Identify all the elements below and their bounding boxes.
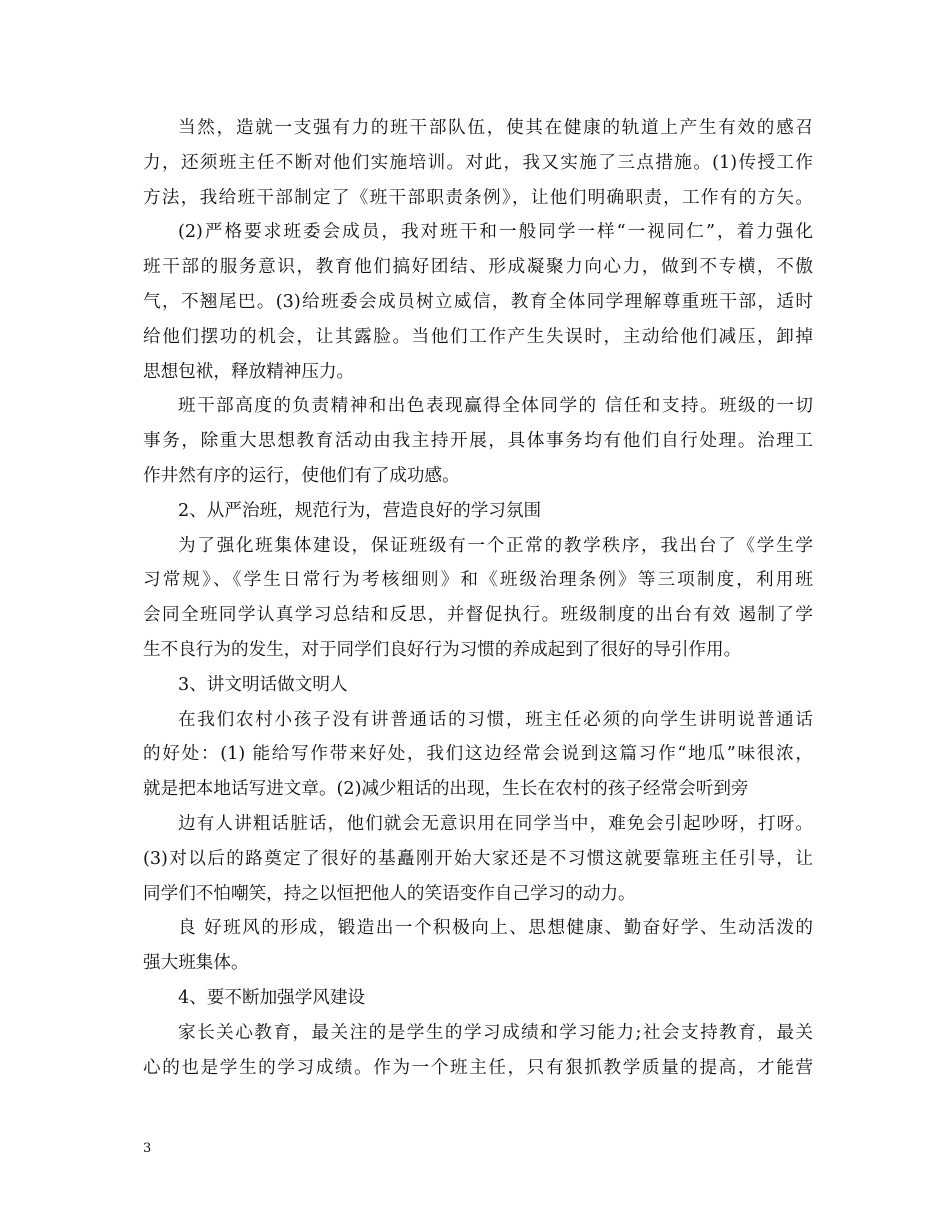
text-line: 心的也是学生的学习成绩。作为一个班主任，只有狠抓教学质量的提高，才能营 [143, 1057, 813, 1078]
text-line: 当然，造就一支强有力的班干部队伍，使其在健康的轨道上产生有效的感召 [178, 118, 813, 138]
text-line: 思想包袱，释放精神压力。 [143, 361, 355, 382]
text-line: 生不良行为的发生，对于同学们良好行为习惯的养成起到了很好的导引作用。 [143, 639, 742, 660]
text-line: 边有人讲粗话脏话，他们就会无意识用在同学当中，难免会引起吵呀，打呀。 [178, 813, 813, 834]
body-text [143, 111, 813, 1085]
text-line: 给他们摆功的机会，让其露脸。当他们工作产生失误时，主动给他们减压，卸掉 [143, 326, 813, 347]
text-line: 班干部的服务意识，教育他们搞好团结、形成凝聚力向心力，做到不专横，不傲 [143, 257, 813, 278]
text-line: 3、讲文明话做文明人 [178, 674, 348, 695]
text-line: 就是把本地话写进文章。(2)减少粗话的出现，生长在农村的孩子经常会听到旁 [143, 779, 749, 800]
text-line: 习常规》、《学生日常行为考核细则》和《班级治理条例》等三项制度，利用班 [143, 570, 813, 591]
text-line: 家长关心教育，最关注的是学生的学习成绩和学习能力;社会支持教育，最关 [178, 1022, 813, 1043]
text-line: 事务，除重大思想教育活动由我主持开展，具体事务均有他们自行处理。治理工 [143, 431, 813, 452]
text-line: 会同全班同学认真学习总结和反思，并督促执行。班级制度的出台有效 遏制了学 [143, 605, 813, 626]
text-line: 2、从严治班，规范行为，营造良好的学习氛围 [178, 500, 542, 521]
text-line: 方法，我给班干部制定了《班干部职责条例》，让他们明确职责，工作有的方矢。 [143, 187, 813, 208]
text-line: 强大班集体。 [143, 953, 249, 974]
text-line: 气，不翘尾巴。(3)给班委会成员树立威信，教育全体同学理解尊重班干部，适时 [143, 291, 813, 312]
page-number: 3 [143, 1141, 152, 1156]
text-line: 4、要不断加强学风建设 [178, 987, 366, 1008]
text-line: 班干部高度的负责精神和出色表现赢得全体同学的 信任和支持。班级的一切 [178, 396, 813, 417]
text-line: 同学们不怕嘲笑，持之以恒把他人的笑语变作自己学习的动力。 [143, 883, 636, 904]
text-line: 力，还须班主任不断对他们实施培训。对此，我又实施了三点措施。(1)传授工作 [143, 152, 813, 173]
text-line: 在我们农村小孩子没有讲普通话的习惯，班主任必须的向学生讲明说普通话 [178, 709, 813, 730]
text-line: 良 好班风的形成，锻造出一个积极向上、思想健康、勤奋好学、生动活泼的 [178, 918, 813, 939]
text-line: (2)严格要求班委会成员，我对班干和一般同学一样“一视同仁”，着力强化 [178, 222, 813, 243]
text-line: 为了强化班集体建设，保证班级有一个正常的教学秩序，我出台了《学生学 [178, 535, 813, 556]
text-line: 作井然有序的运行，使他们有了成功感。 [143, 465, 460, 486]
text-line: 的好处：(1) 能给写作带来好处，我们这边经常会说到这篇习作“地瓜”味很浓， [143, 744, 813, 765]
text-line: (3)对以后的路奠定了很好的基矗刚开始大家还是不习惯这就要靠班主任引导，让 [143, 848, 813, 869]
